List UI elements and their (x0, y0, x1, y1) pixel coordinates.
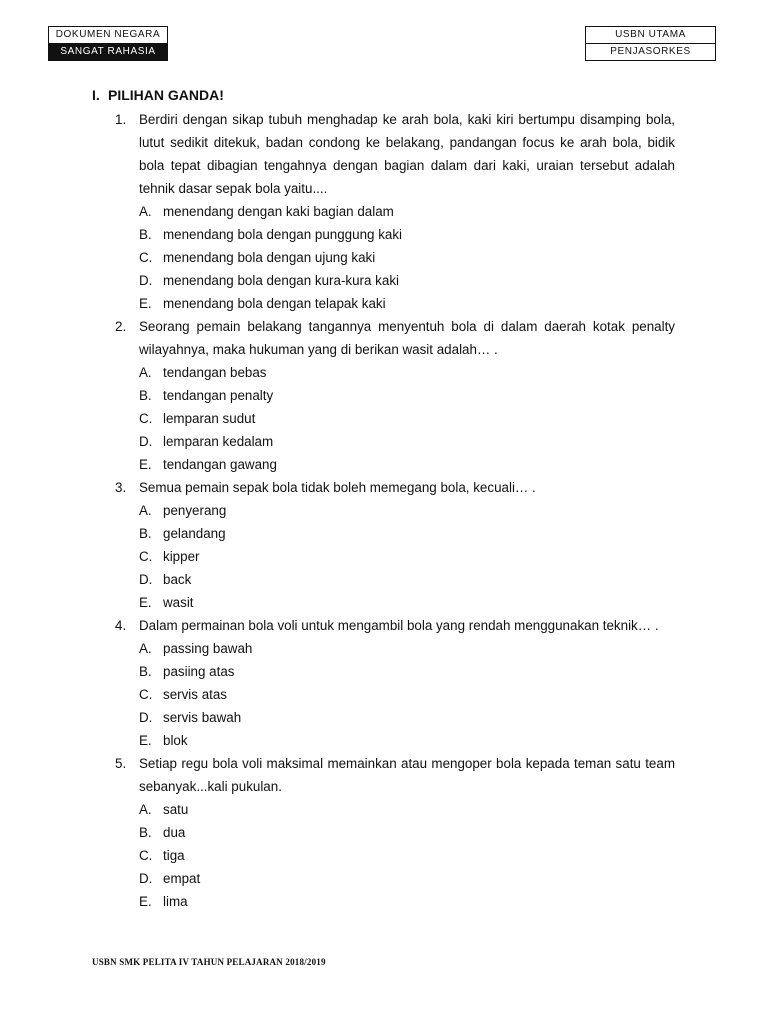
option-text: menendang bola dengan telapak kaki (163, 296, 386, 311)
answer-option (139, 200, 675, 223)
answer-option (139, 522, 675, 545)
answer-option (139, 890, 675, 913)
option-letter: A. (139, 641, 152, 656)
question-item (115, 752, 675, 913)
option-letter: D. (139, 572, 153, 587)
option-letter: B. (139, 664, 152, 679)
question-item (115, 315, 675, 476)
answer-option (139, 499, 675, 522)
question-number: 5. (115, 756, 127, 771)
option-letter: A. (139, 365, 152, 380)
option-letter: E. (139, 595, 152, 610)
option-letter: D. (139, 273, 153, 288)
option-letter: D. (139, 871, 153, 886)
section-number: I. (92, 87, 100, 103)
option-text: penyerang (163, 503, 227, 518)
option-text: servis bawah (163, 710, 242, 725)
answer-option (139, 821, 675, 844)
option-text: satu (163, 802, 189, 817)
section-heading: PILIHAN GANDA! (108, 87, 224, 103)
option-letter: A. (139, 204, 152, 219)
question-number: 4. (115, 618, 127, 633)
option-letter: D. (139, 434, 153, 449)
option-text: empat (163, 871, 201, 886)
answer-option (139, 384, 675, 407)
option-text: menendang bola dengan ujung kaki (163, 250, 376, 265)
header-secrecy-label: SANGAT RAHASIA (49, 43, 167, 60)
option-text: lima (163, 894, 188, 909)
option-text: passing bawah (163, 641, 253, 656)
question-item (115, 108, 675, 315)
option-text: blok (163, 733, 188, 748)
option-text: servis atas (163, 687, 227, 702)
option-letter: E. (139, 894, 152, 909)
header-exam-box (585, 26, 716, 61)
question-number: 3. (115, 480, 127, 495)
answer-option (139, 637, 675, 660)
question-text: Berdiri dengan sikap tubuh menghadap ke arah bola, kaki kiri bertumpu disamping bola, lutut sedikit ditekuk, badan condong ke belakang, pandangan focus ke arah bola, bidik bola tepat dibagian tengahnya dengan bagian dalam dari kaki, uraian tersebut adalah tehnik dasar sepak bola yaitu.... (139, 112, 675, 196)
option-text: dua (163, 825, 186, 840)
option-letter: A. (139, 503, 152, 518)
header-exam-label: USBN UTAMA (615, 29, 686, 40)
question-text: Dalam permainan bola voli untuk mengambil bola yang rendah menggunakan teknik… . (139, 618, 659, 633)
option-letter: C. (139, 411, 153, 426)
option-text: pasiing atas (163, 664, 235, 679)
option-text: menendang dengan kaki bagian dalam (163, 204, 394, 219)
answer-option (139, 545, 675, 568)
section-title (92, 87, 224, 103)
option-letter: C. (139, 848, 153, 863)
answer-option (139, 223, 675, 246)
question-number: 2. (115, 319, 127, 334)
question-list (115, 108, 675, 913)
header-subject-label: PENJASORKES (586, 43, 715, 60)
answer-option (139, 269, 675, 292)
answer-option (139, 706, 675, 729)
option-text: kipper (163, 549, 200, 564)
option-text: menendang bola dengan kura-kura kaki (163, 273, 399, 288)
answer-option (139, 798, 675, 821)
option-letter: C. (139, 250, 153, 265)
option-text: menendang bola dengan punggung kaki (163, 227, 403, 242)
question-text: Setiap regu bola voli maksimal memainkan atau mengoper bola kepada teman satu team sebanyak...kali pukulan. (139, 756, 675, 794)
answer-option (139, 568, 675, 591)
option-text: lemparan sudut (163, 411, 256, 426)
option-letter: C. (139, 549, 153, 564)
question-text: Seorang pemain belakang tangannya menyentuh bola di dalam daerah kotak penalty wilayahnya, maka hukuman yang di berikan wasit adalah… . (139, 319, 675, 357)
answer-option (139, 660, 675, 683)
header-document-label: DOKUMEN NEGARA (55, 29, 161, 40)
option-letter: B. (139, 825, 152, 840)
answer-option (139, 844, 675, 867)
header-classification-box (48, 26, 168, 61)
answer-option (139, 683, 675, 706)
answer-option (139, 729, 675, 752)
option-letter: E. (139, 733, 152, 748)
answer-option (139, 246, 675, 269)
page-footer: USBN SMK PELITA IV TAHUN PELAJARAN 2018/2019 (92, 957, 326, 967)
option-letter: C. (139, 687, 153, 702)
answer-option (139, 292, 675, 315)
question-item (115, 476, 675, 614)
option-letter: B. (139, 227, 152, 242)
option-text: tendangan penalty (163, 388, 274, 403)
answer-option (139, 591, 675, 614)
option-letter: A. (139, 802, 152, 817)
option-text: back (163, 572, 192, 587)
option-text: lemparan kedalam (163, 434, 274, 449)
question-item (115, 614, 675, 752)
answer-option (139, 430, 675, 453)
option-text: tiga (163, 848, 185, 863)
question-number: 1. (115, 112, 127, 127)
question-text: Semua pemain sepak bola tidak boleh memegang bola, kecuali… . (139, 480, 536, 495)
option-text: wasit (163, 595, 194, 610)
option-letter: B. (139, 388, 152, 403)
answer-option (139, 407, 675, 430)
option-letter: B. (139, 526, 152, 541)
option-text: tendangan bebas (163, 365, 267, 380)
option-letter: D. (139, 710, 153, 725)
answer-option (139, 361, 675, 384)
option-letter: E. (139, 457, 152, 472)
option-text: gelandang (163, 526, 226, 541)
answer-option (139, 453, 675, 476)
option-letter: E. (139, 296, 152, 311)
answer-option (139, 867, 675, 890)
option-text: tendangan gawang (163, 457, 277, 472)
